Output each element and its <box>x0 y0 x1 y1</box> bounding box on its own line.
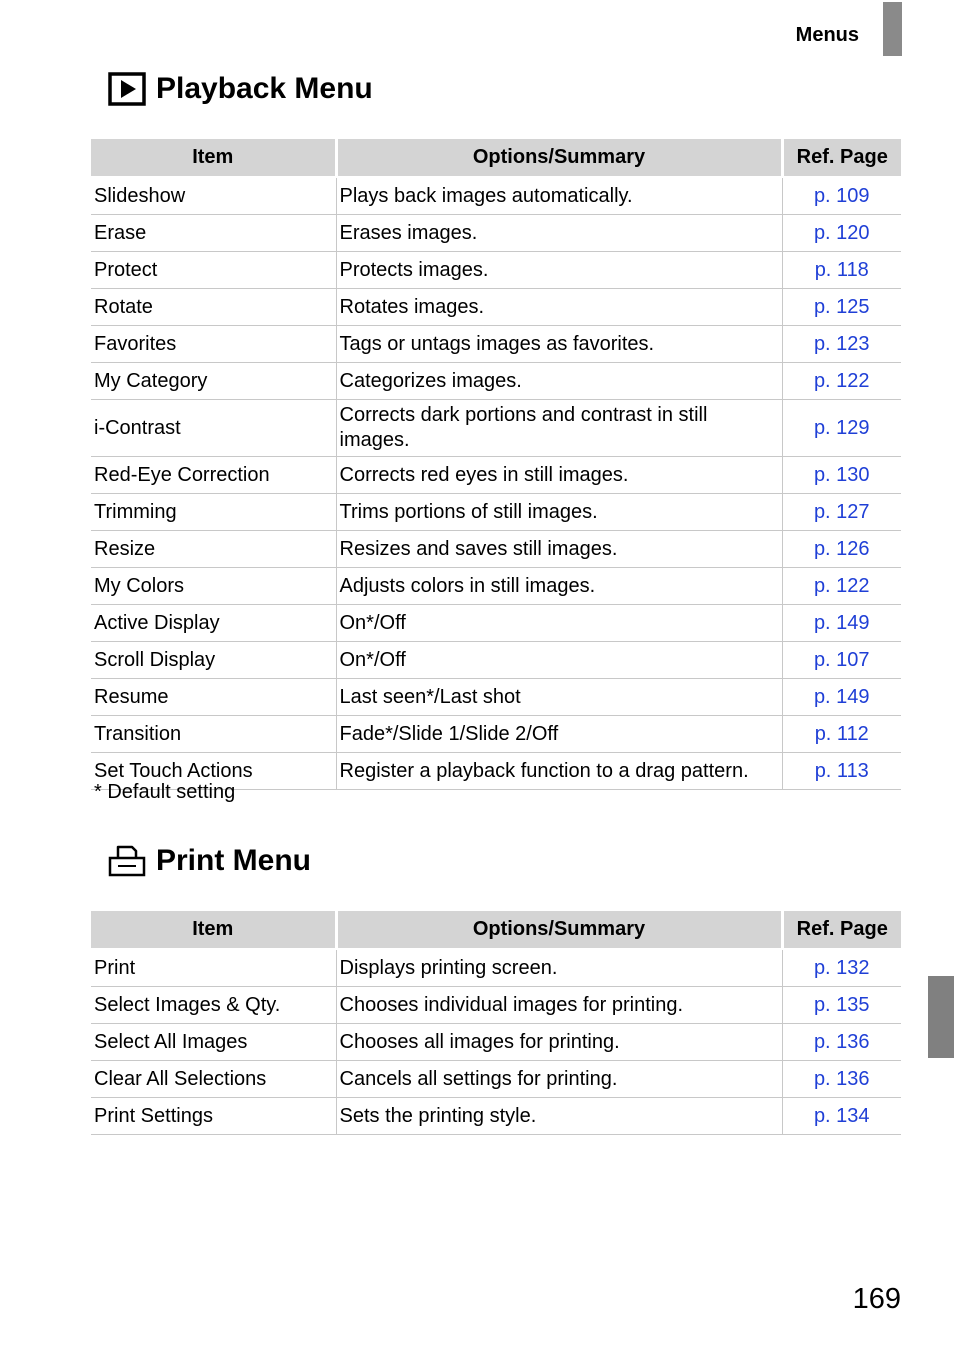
summary-cell: Plays back images automatically. <box>336 177 782 215</box>
section-header-bar <box>883 2 902 56</box>
summary-cell: Corrects dark portions and contrast in still images. <box>336 400 782 457</box>
item-cell: Transition <box>91 716 336 753</box>
page-number: 169 <box>852 1283 901 1315</box>
summary-cell: Resizes and saves still images. <box>336 531 782 568</box>
table-row <box>91 716 901 753</box>
table-row <box>91 987 901 1024</box>
summary-cell: Chooses individual images for printing. <box>336 987 782 1024</box>
ref-page-link[interactable]: p. 132 <box>782 949 901 987</box>
ref-page-link[interactable]: p. 122 <box>782 363 901 400</box>
summary-cell: Categorizes images. <box>336 363 782 400</box>
summary-cell: Rotates images. <box>336 289 782 326</box>
item-cell: Select All Images <box>91 1024 336 1061</box>
item-cell: Print <box>91 949 336 987</box>
item-cell: Resize <box>91 531 336 568</box>
summary-cell: Last seen*/Last shot <box>336 679 782 716</box>
summary-cell: Erases images. <box>336 215 782 252</box>
table-row <box>91 457 901 494</box>
ref-page-link[interactable]: p. 122 <box>782 568 901 605</box>
table-row <box>91 326 901 363</box>
playback-menu-title-text: Playback Menu <box>156 72 373 105</box>
item-cell: i-Contrast <box>91 400 336 457</box>
item-cell: Active Display <box>91 605 336 642</box>
column-header-item: Item <box>91 911 336 949</box>
summary-cell: Protects images. <box>336 252 782 289</box>
summary-cell: Trims portions of still images. <box>336 494 782 531</box>
ref-page-link[interactable]: p. 134 <box>782 1098 901 1135</box>
summary-cell: Chooses all images for printing. <box>336 1024 782 1061</box>
item-cell: Rotate <box>91 289 336 326</box>
table-row <box>91 494 901 531</box>
table-row <box>91 642 901 679</box>
item-cell: Print Settings <box>91 1098 336 1135</box>
chapter-side-tab <box>928 976 954 1058</box>
item-cell: Clear All Selections <box>91 1061 336 1098</box>
table-header-row <box>91 139 901 177</box>
table-row <box>91 252 901 289</box>
playback-icon <box>108 72 146 106</box>
item-cell: Set Touch Actions <box>91 753 336 790</box>
item-cell: My Category <box>91 363 336 400</box>
print-menu-title-text: Print Menu <box>156 844 311 877</box>
ref-page-link[interactable]: p. 135 <box>782 987 901 1024</box>
ref-page-link[interactable]: p. 149 <box>782 605 901 642</box>
ref-page-link[interactable]: p. 123 <box>782 326 901 363</box>
column-header-summary: Options/Summary <box>336 911 782 949</box>
summary-cell: Tags or untags images as favorites. <box>336 326 782 363</box>
ref-page-link[interactable]: p. 118 <box>782 252 901 289</box>
print-menu-title <box>108 844 311 878</box>
item-cell: Trimming <box>91 494 336 531</box>
ref-page-link[interactable]: p. 130 <box>782 457 901 494</box>
table-row <box>91 215 901 252</box>
table-row <box>91 949 901 987</box>
item-cell: Slideshow <box>91 177 336 215</box>
item-cell: Protect <box>91 252 336 289</box>
table-row <box>91 1098 901 1135</box>
ref-page-link[interactable]: p. 136 <box>782 1024 901 1061</box>
summary-cell: Displays printing screen. <box>336 949 782 987</box>
summary-cell: Corrects red eyes in still images. <box>336 457 782 494</box>
table-row <box>91 531 901 568</box>
table-row <box>91 177 901 215</box>
item-cell: Resume <box>91 679 336 716</box>
column-header-ref: Ref. Page <box>782 139 901 177</box>
summary-cell: Register a playback function to a drag pattern. <box>336 753 782 790</box>
ref-page-link[interactable]: p. 112 <box>782 716 901 753</box>
summary-cell: On*/Off <box>336 642 782 679</box>
summary-cell: Cancels all settings for printing. <box>336 1061 782 1098</box>
printer-icon <box>108 844 146 878</box>
ref-page-link[interactable]: p. 109 <box>782 177 901 215</box>
ref-page-link[interactable]: p. 127 <box>782 494 901 531</box>
table-row <box>91 568 901 605</box>
table-row <box>91 289 901 326</box>
table-row <box>91 679 901 716</box>
item-cell: Red-Eye Correction <box>91 457 336 494</box>
summary-cell: Sets the printing style. <box>336 1098 782 1135</box>
default-setting-footnote: * Default setting <box>94 781 236 803</box>
table-row <box>91 1024 901 1061</box>
ref-page-link[interactable]: p. 107 <box>782 642 901 679</box>
ref-page-link[interactable]: p. 136 <box>782 1061 901 1098</box>
item-cell: Erase <box>91 215 336 252</box>
item-cell: Favorites <box>91 326 336 363</box>
summary-cell: On*/Off <box>336 605 782 642</box>
ref-page-link[interactable]: p. 113 <box>782 753 901 790</box>
print-menu-table <box>91 911 901 1135</box>
playback-menu-title <box>108 72 373 106</box>
column-header-summary: Options/Summary <box>336 139 782 177</box>
ref-page-link[interactable]: p. 129 <box>782 400 901 457</box>
ref-page-link[interactable]: p. 126 <box>782 531 901 568</box>
item-cell: Select Images & Qty. <box>91 987 336 1024</box>
summary-cell: Fade*/Slide 1/Slide 2/Off <box>336 716 782 753</box>
item-cell: My Colors <box>91 568 336 605</box>
table-row <box>91 363 901 400</box>
table-row <box>91 400 901 457</box>
column-header-item: Item <box>91 139 336 177</box>
table-row <box>91 1061 901 1098</box>
playback-menu-table <box>91 139 901 790</box>
item-cell: Scroll Display <box>91 642 336 679</box>
column-header-ref: Ref. Page <box>782 911 901 949</box>
ref-page-link[interactable]: p. 149 <box>782 679 901 716</box>
section-header-label: Menus <box>795 24 859 46</box>
ref-page-link[interactable]: p. 125 <box>782 289 901 326</box>
summary-cell: Adjusts colors in still images. <box>336 568 782 605</box>
table-row <box>91 605 901 642</box>
table-header-row <box>91 911 901 949</box>
ref-page-link[interactable]: p. 120 <box>782 215 901 252</box>
